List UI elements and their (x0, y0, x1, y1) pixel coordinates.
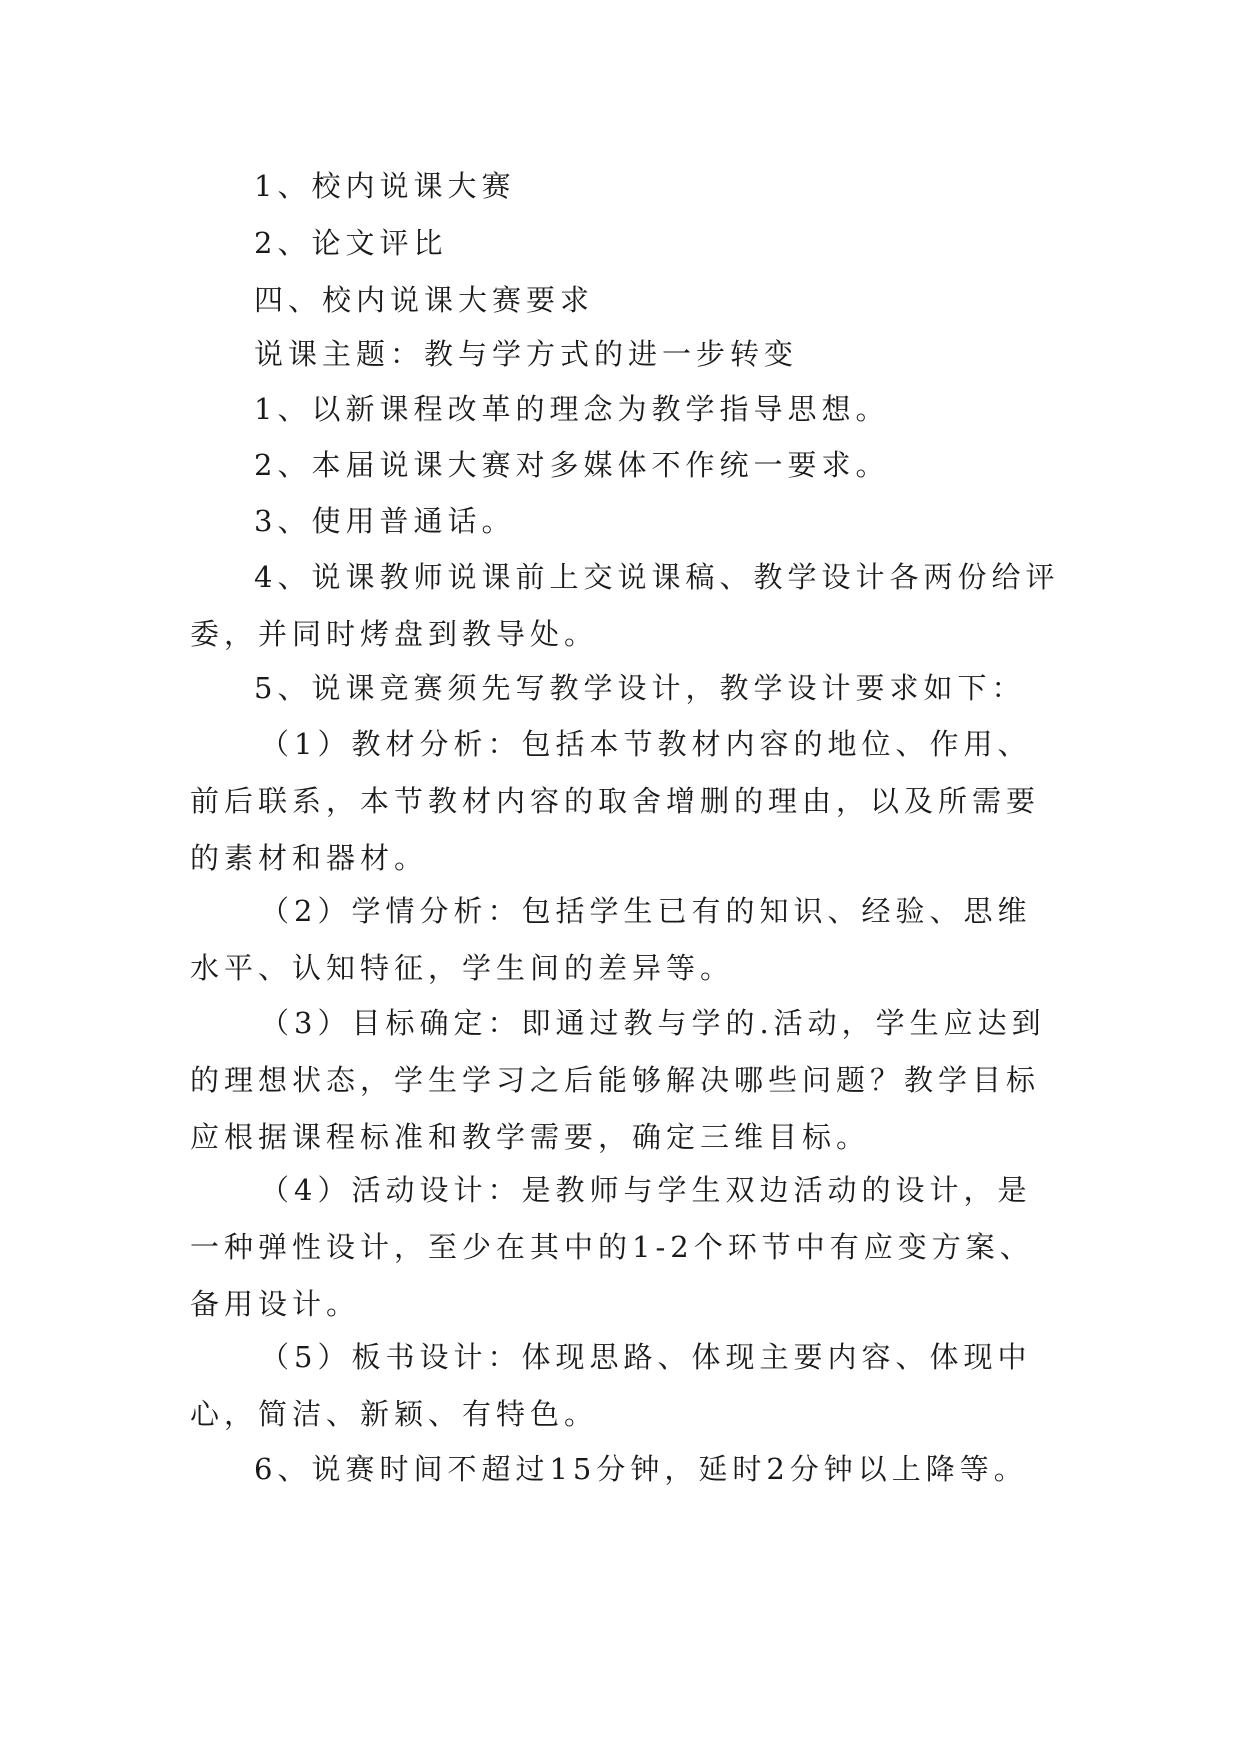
requirement-item-6: 6、说赛时间不超过15分钟，延时2分钟以上降等。 (254, 1452, 1028, 1486)
requirement-item-3: 3、使用普通话。 (254, 504, 516, 538)
requirement-item-4: 4、说课教师说课前上交说课稿、教学设计各两份给评委，并同时烤盘到教导处。 (190, 560, 1060, 651)
design-item-goal-setting: （3）目标确定：即通过教与学的.活动，学生应达到的理想状态，学生学习之后能够解决哪些问题？教学目标应根据课程标准和教学需要，确定三维目标。 (190, 1006, 1046, 1154)
design-item-material-analysis: （1）教材分析：包括本节教材内容的地位、作用、前后联系，本节教材内容的取舍增删的理由，以及所需要的素材和器材。 (190, 727, 1041, 875)
design-item-board-design: （5）板书设计：体现思路、体现主要内容、体现中心，简洁、新颖、有特色。 (190, 1340, 1032, 1431)
list-item-school-contest: 1、校内说课大赛 (254, 169, 516, 203)
requirement-item-5: 5、说课竞赛须先写教学设计，教学设计要求如下： (254, 671, 1026, 705)
requirement-item-1: 1、以新课程改革的理念为教学指导思想。 (254, 392, 890, 426)
list-item-paper-review: 2、论文评比 (254, 226, 448, 260)
design-item-student-analysis: （2）学情分析：包括学生已有的知识、经验、思维水平、认知特征，学生间的差异等。 (190, 894, 1032, 985)
section-heading-contest-requirements: 四、校内说课大赛要求 (254, 283, 595, 317)
contest-theme: 说课主题：教与学方式的进一步转变 (254, 337, 799, 371)
design-item-activity-design: （4）活动设计：是教师与学生双边活动的设计，是一种弹性设计，至少在其中的1-2个环节中有应变方案、备用设计。 (190, 1173, 1034, 1321)
requirement-item-2: 2、本届说课大赛对多媒体不作统一要求。 (254, 448, 890, 482)
